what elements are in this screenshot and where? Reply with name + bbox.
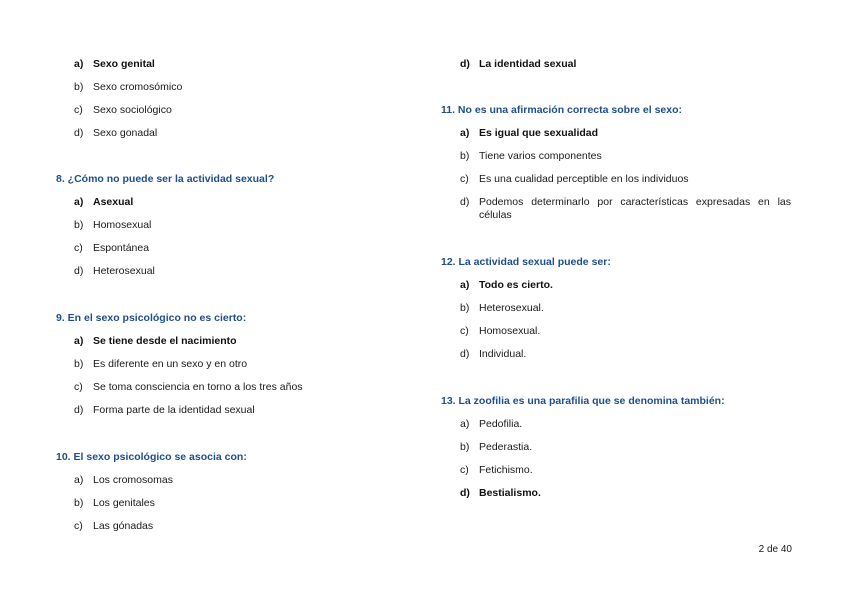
option-letter: a)	[74, 474, 84, 486]
option-text: Individual.	[479, 348, 527, 360]
q9-option-b	[74, 358, 247, 370]
option-letter: c)	[74, 242, 83, 254]
option-text: Se tiene desde el nacimiento	[93, 335, 237, 347]
option-text: Heterosexual	[93, 265, 155, 277]
option-letter: c)	[74, 520, 83, 532]
q10-option-d	[460, 58, 576, 70]
q7-option-a	[74, 58, 155, 70]
page-number: 2 de 40	[758, 544, 792, 555]
option-letter: a)	[460, 418, 470, 430]
option-text: Sexo sociológico	[93, 104, 172, 116]
option-text: Homosexual	[93, 219, 152, 231]
q10-option-b	[74, 497, 155, 509]
option-text: Sexo gonadal	[93, 127, 158, 139]
option-letter: c)	[460, 325, 469, 337]
option-text: Pedofilia.	[479, 418, 523, 430]
option-letter: d)	[74, 265, 84, 277]
option-text: Las gónadas	[93, 520, 154, 532]
option-letter: c)	[460, 173, 469, 185]
q7-option-d	[74, 127, 157, 139]
option-text: La identidad sexual	[479, 58, 577, 70]
q13-option-a	[460, 418, 522, 430]
option-text: Se toma consciencia en torno a los tres años	[93, 381, 303, 393]
question-12-title: 12. La actividad sexual puede ser:	[441, 256, 611, 268]
option-letter: b)	[74, 219, 84, 231]
option-letter: b)	[74, 81, 84, 93]
q13-option-b	[460, 441, 532, 453]
option-letter: d)	[74, 404, 84, 416]
question-13-title: 13. La zoofilia es una parafilia que se denomina también:	[441, 395, 725, 407]
option-letter: a)	[74, 58, 84, 70]
option-text: Los genitales	[93, 497, 155, 509]
option-text: Podemos determinarlo por características expresadas en las células	[479, 196, 791, 221]
q9-option-a	[74, 335, 237, 347]
q11-option-b	[460, 150, 602, 162]
option-letter: d)	[460, 348, 470, 360]
q9-option-d	[74, 404, 255, 416]
option-letter: c)	[74, 381, 83, 393]
option-text: Tiene varios componentes	[479, 150, 602, 162]
q11-option-a	[460, 127, 598, 139]
q13-option-d	[460, 487, 541, 499]
option-letter: d)	[74, 127, 84, 139]
option-text: Heterosexual.	[479, 302, 544, 314]
option-letter: a)	[74, 335, 84, 347]
question-10-title: 10. El sexo psicológico se asocia con:	[56, 451, 247, 463]
option-text: Bestialismo.	[479, 487, 541, 499]
option-text: Forma parte de la identidad sexual	[93, 404, 255, 416]
q11-option-c	[460, 173, 689, 185]
question-8-title: 8. ¿Cómo no puede ser la actividad sexual?	[56, 173, 275, 185]
option-text: Sexo genital	[93, 58, 155, 70]
q8-option-a	[74, 196, 133, 208]
option-letter: b)	[74, 497, 84, 509]
option-letter: b)	[460, 150, 470, 162]
q13-option-c	[460, 464, 533, 476]
option-text: Es igual que sexualidad	[479, 127, 599, 139]
q11-option-d	[460, 196, 791, 222]
option-text: Asexual	[93, 196, 134, 208]
option-letter: c)	[74, 104, 83, 116]
option-text: Homosexual.	[479, 325, 541, 337]
option-letter: d)	[460, 196, 470, 208]
option-text: Todo es cierto.	[479, 279, 553, 291]
option-letter: d)	[460, 487, 470, 499]
option-text: Es diferente en un sexo y en otro	[93, 358, 248, 370]
q9-option-c	[74, 381, 303, 393]
option-text: Fetichismo.	[479, 464, 533, 476]
q12-option-b	[460, 302, 544, 314]
option-text: Es una cualidad perceptible en los individuos	[479, 173, 689, 185]
q8-option-c	[74, 242, 149, 254]
q8-option-d	[74, 265, 155, 277]
option-letter: c)	[460, 464, 469, 476]
option-letter: b)	[460, 302, 470, 314]
q10-option-c	[74, 520, 153, 532]
question-11-title: 11. No es una afirmación correcta sobre el sexo:	[441, 104, 683, 116]
option-letter: d)	[460, 58, 470, 70]
q7-option-c	[74, 104, 172, 116]
option-letter: a)	[460, 279, 470, 291]
q12-option-d	[460, 348, 526, 360]
q8-option-b	[74, 219, 151, 231]
option-letter: a)	[460, 127, 470, 139]
q12-option-a	[460, 279, 553, 291]
q10-option-a	[74, 474, 173, 486]
option-text: Pederastia.	[479, 441, 533, 453]
q12-option-c	[460, 325, 540, 337]
option-text: Espontánea	[93, 242, 150, 254]
option-letter: b)	[460, 441, 470, 453]
option-text: Los cromosomas	[93, 474, 173, 486]
question-9-title: 9. En el sexo psicológico no es cierto:	[56, 312, 247, 324]
option-letter: b)	[74, 358, 84, 370]
q7-option-b	[74, 81, 182, 93]
option-letter: a)	[74, 196, 84, 208]
option-text: Sexo cromosómico	[93, 81, 183, 93]
